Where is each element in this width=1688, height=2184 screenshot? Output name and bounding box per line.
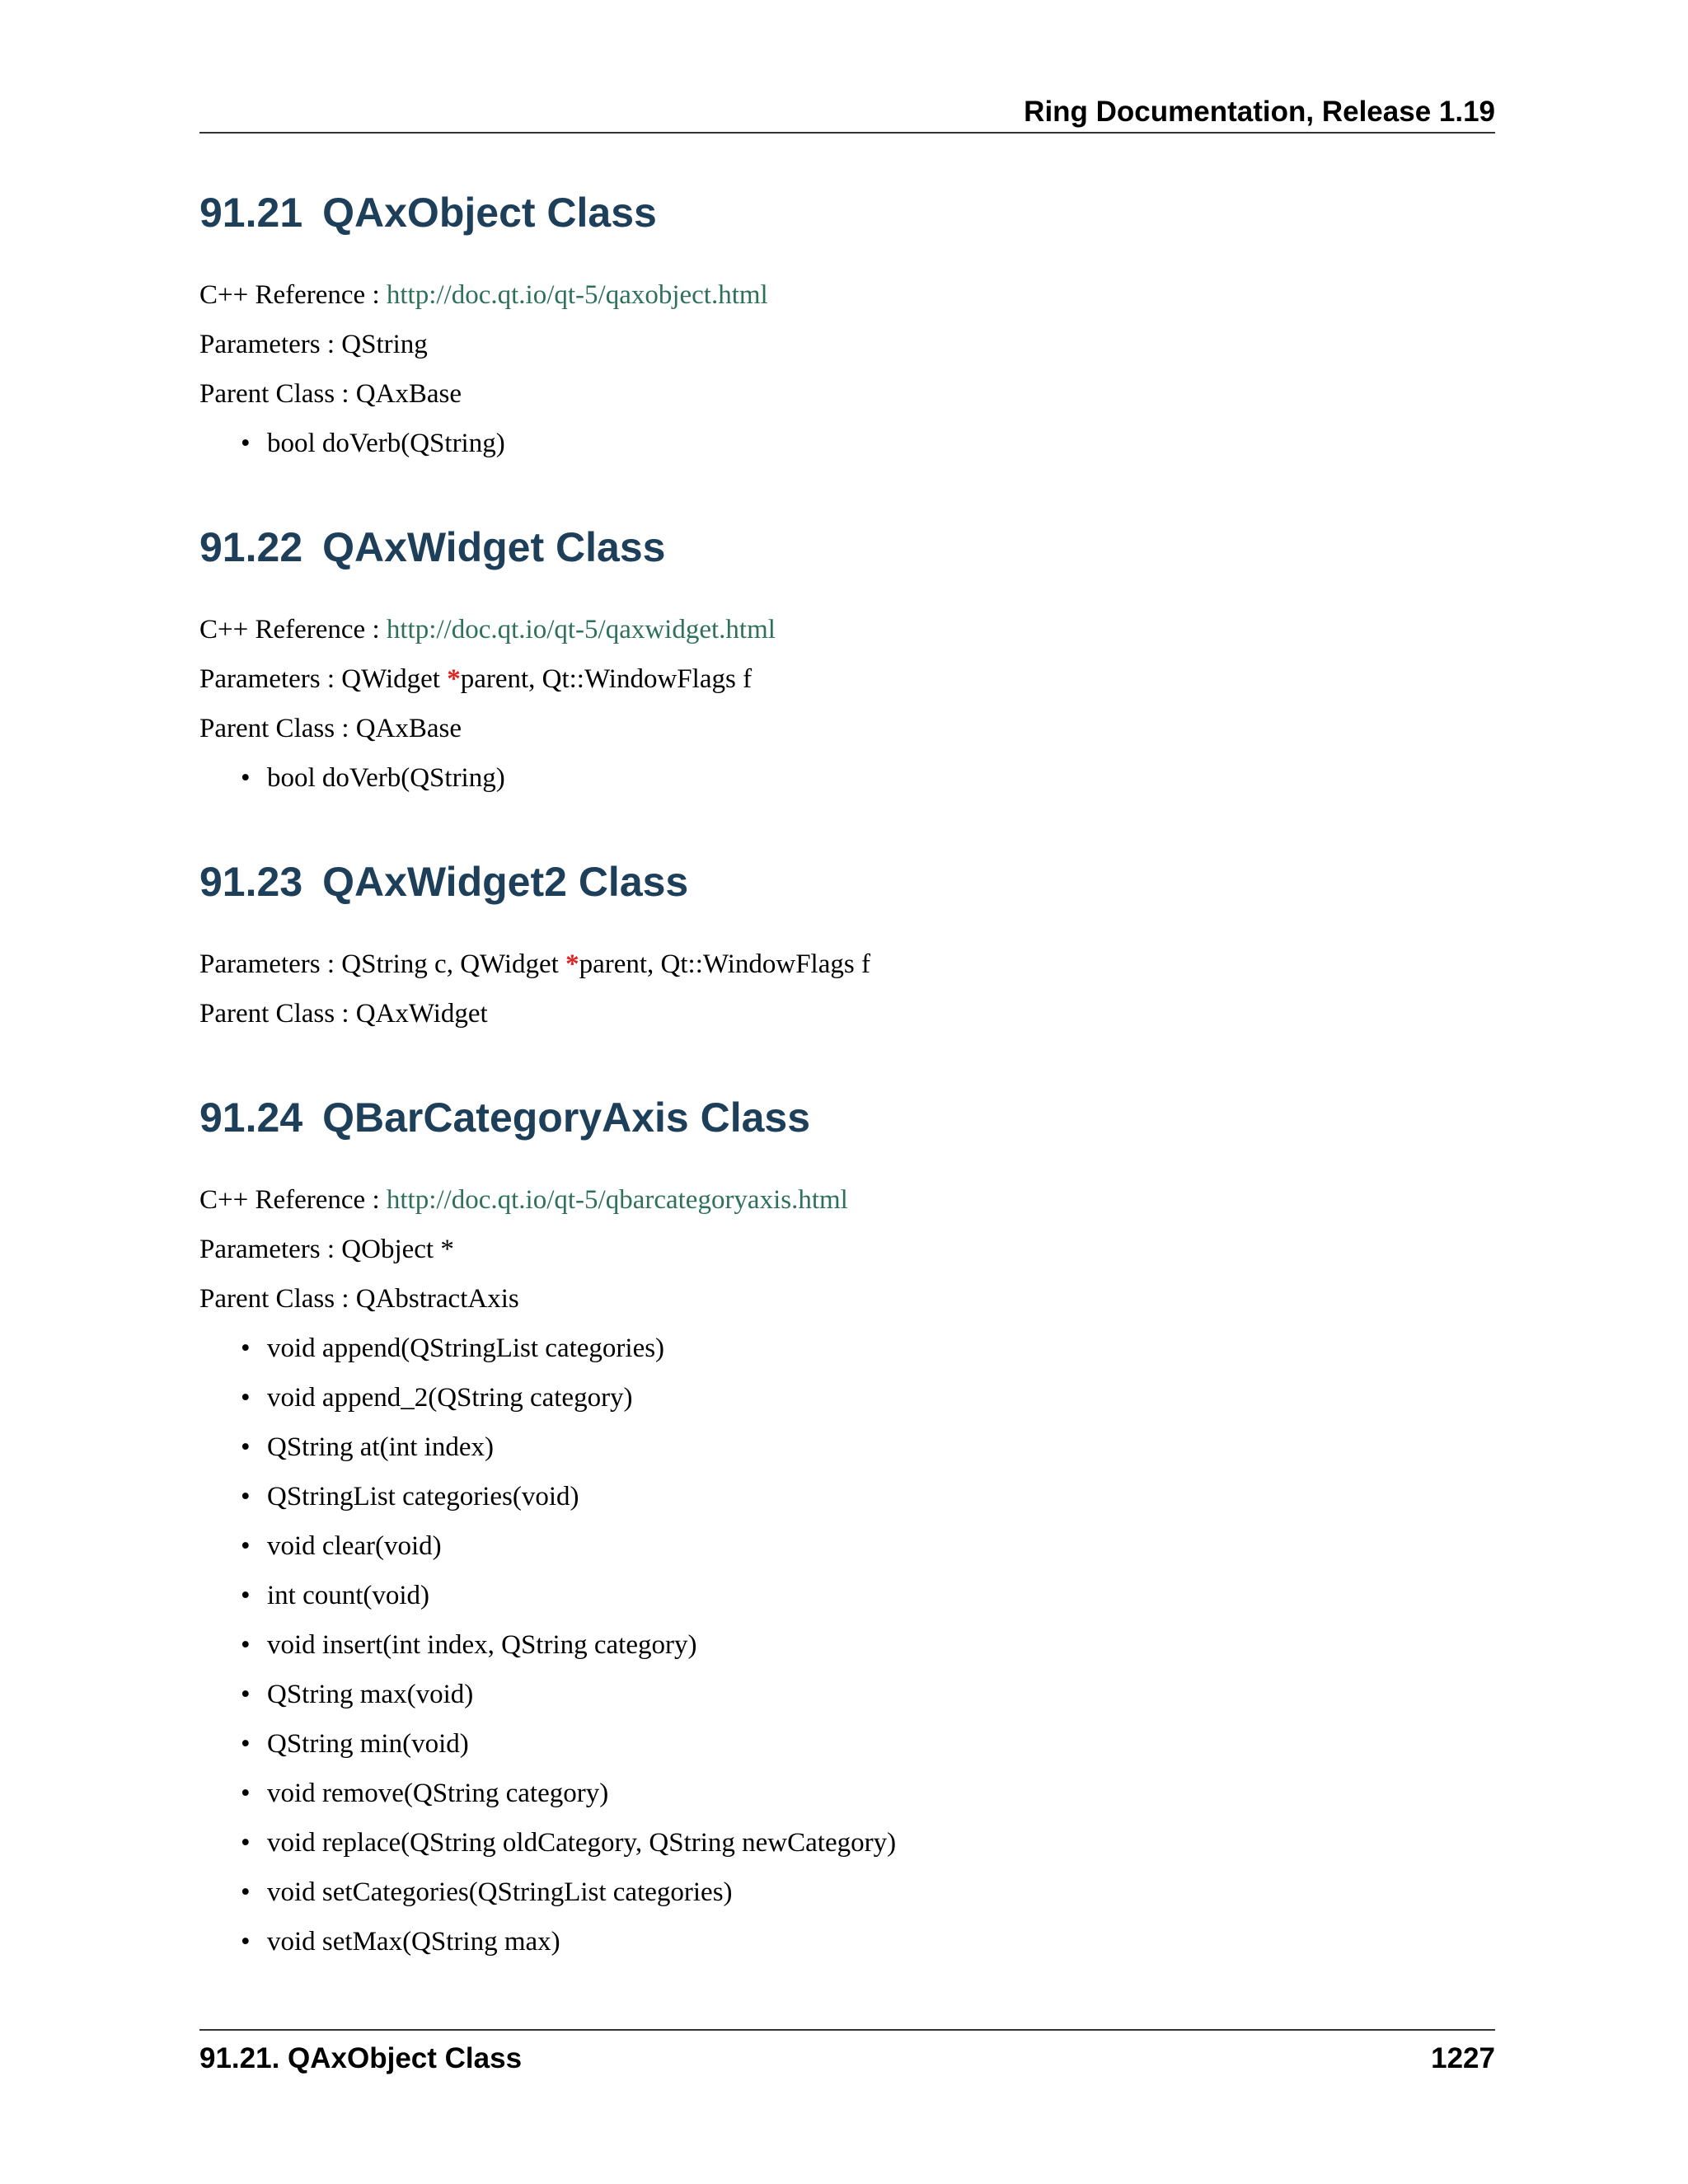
bullet-icon: • — [241, 1333, 251, 1363]
method-signature: QString min(void) — [267, 1729, 469, 1759]
parameters-value: QString c, QWidget — [341, 949, 559, 979]
method-signature: QStringList categories(void) — [267, 1482, 579, 1511]
cpp-reference-link[interactable]: http://doc.qt.io/qt-5/qbarcategoryaxis.html — [386, 1185, 848, 1215]
parameters-label: Parameters : — [199, 330, 335, 359]
parameters-line — [199, 946, 1495, 982]
parent-class-label: Parent Class : — [199, 379, 349, 409]
bullet-icon: • — [241, 1779, 251, 1808]
parent-class-value: QAxBase — [355, 714, 462, 743]
parent-class-label: Parent Class : — [199, 999, 349, 1029]
page-header — [199, 92, 1495, 134]
cpp-reference-line — [199, 1182, 1495, 1218]
section-heading — [199, 855, 1495, 908]
parent-class-value: QAxBase — [355, 379, 462, 409]
section-title: QAxWidget Class — [322, 524, 666, 570]
bullet-icon: • — [241, 1581, 251, 1610]
bullet-icon: • — [241, 1877, 251, 1907]
pointer-asterisk: * — [565, 949, 579, 979]
method-list — [199, 1330, 1495, 1960]
method-signature: void clear(void) — [267, 1531, 442, 1561]
section-number: 91.21 — [199, 190, 303, 236]
bullet-icon: • — [241, 1927, 251, 1957]
parameters-value-rest: parent, Qt::WindowFlags f — [460, 664, 753, 694]
list-item — [241, 1627, 1495, 1663]
method-signature: void append(QStringList categories) — [267, 1333, 665, 1363]
section-qaxwidget2 — [199, 855, 1495, 1032]
parameters-line — [199, 326, 1495, 363]
list-item — [241, 1825, 1495, 1861]
method-signature: void append_2(QString category) — [267, 1383, 633, 1413]
section-title: QBarCategoryAxis Class — [322, 1094, 811, 1141]
parameters-value: QObject * — [341, 1235, 454, 1264]
list-item — [241, 1330, 1495, 1366]
cpp-reference-label: C++ Reference : — [199, 615, 380, 644]
parent-class-line — [199, 1281, 1495, 1317]
cpp-reference-link[interactable]: http://doc.qt.io/qt-5/qaxobject.html — [386, 280, 768, 310]
method-signature: void replace(QString oldCategory, QString newCategory) — [267, 1828, 897, 1858]
method-signature: bool doVerb(QString) — [267, 429, 505, 458]
list-item — [241, 1528, 1495, 1564]
parameters-value-rest: parent, Qt::WindowFlags f — [579, 949, 870, 979]
method-list — [199, 760, 1495, 796]
list-item — [241, 1479, 1495, 1515]
parameters-label: Parameters : — [199, 1235, 335, 1264]
section-number: 91.22 — [199, 524, 303, 570]
parameters-value: QString — [341, 330, 428, 359]
cpp-reference-label: C++ Reference : — [199, 280, 380, 310]
list-item — [241, 1429, 1495, 1465]
bullet-icon: • — [241, 1432, 251, 1462]
parameters-line — [199, 661, 1495, 697]
section-number: 91.23 — [199, 859, 303, 905]
page-number: 1227 — [1431, 2042, 1495, 2074]
list-item — [241, 1380, 1495, 1416]
cpp-reference-label: C++ Reference : — [199, 1185, 380, 1215]
parameters-label: Parameters : — [199, 949, 335, 979]
cpp-reference-link[interactable]: http://doc.qt.io/qt-5/qaxwidget.html — [386, 615, 776, 644]
parent-class-line — [199, 376, 1495, 412]
pointer-asterisk: * — [447, 664, 461, 694]
bullet-icon: • — [241, 429, 251, 458]
method-signature: int count(void) — [267, 1581, 430, 1610]
parent-class-value: QAbstractAxis — [355, 1284, 519, 1314]
bullet-icon: • — [241, 763, 251, 793]
list-item — [241, 1577, 1495, 1614]
bullet-icon: • — [241, 1729, 251, 1759]
bullet-icon: • — [241, 1482, 251, 1511]
list-item — [241, 1924, 1495, 1960]
bullet-icon: • — [241, 1383, 251, 1413]
list-item — [241, 760, 1495, 796]
section-title: QAxObject Class — [322, 190, 657, 236]
parent-class-value: QAxWidget — [355, 999, 488, 1029]
parent-class-line — [199, 996, 1495, 1032]
list-item — [241, 1775, 1495, 1811]
parent-class-label: Parent Class : — [199, 714, 349, 743]
parent-class-line — [199, 710, 1495, 747]
parameters-line — [199, 1231, 1495, 1268]
method-signature: void setCategories(QStringList categories) — [267, 1877, 733, 1907]
method-signature: void setMax(QString max) — [267, 1927, 560, 1957]
section-qaxobject — [199, 186, 1495, 462]
section-qbarcategoryaxis — [199, 1091, 1495, 1960]
bullet-icon: • — [241, 1680, 251, 1709]
method-list — [199, 425, 1495, 462]
section-heading — [199, 1091, 1495, 1144]
section-number: 91.24 — [199, 1094, 303, 1141]
bullet-icon: • — [241, 1828, 251, 1858]
cpp-reference-line — [199, 612, 1495, 648]
page-content — [199, 186, 1495, 1973]
page-footer — [199, 2029, 1495, 2079]
parameters-label: Parameters : — [199, 664, 335, 694]
parent-class-label: Parent Class : — [199, 1284, 349, 1314]
list-item — [241, 1726, 1495, 1762]
section-title: QAxWidget2 Class — [322, 859, 689, 905]
section-heading — [199, 521, 1495, 574]
list-item — [241, 1676, 1495, 1713]
document-title: Ring Documentation, Release 1.19 — [1024, 96, 1495, 128]
bullet-icon: • — [241, 1630, 251, 1660]
cpp-reference-line — [199, 277, 1495, 313]
footer-section-title: 91.21. QAxObject Class — [199, 2042, 523, 2074]
method-signature: bool doVerb(QString) — [267, 763, 505, 793]
method-signature: QString at(int index) — [267, 1432, 494, 1462]
section-qaxwidget — [199, 521, 1495, 796]
method-signature: void remove(QString category) — [267, 1779, 609, 1808]
list-item — [241, 1874, 1495, 1910]
bullet-icon: • — [241, 1531, 251, 1561]
method-signature: QString max(void) — [267, 1680, 474, 1709]
list-item — [241, 425, 1495, 462]
method-signature: void insert(int index, QString category) — [267, 1630, 697, 1660]
section-heading — [199, 186, 1495, 239]
parameters-value: QWidget — [341, 664, 440, 694]
